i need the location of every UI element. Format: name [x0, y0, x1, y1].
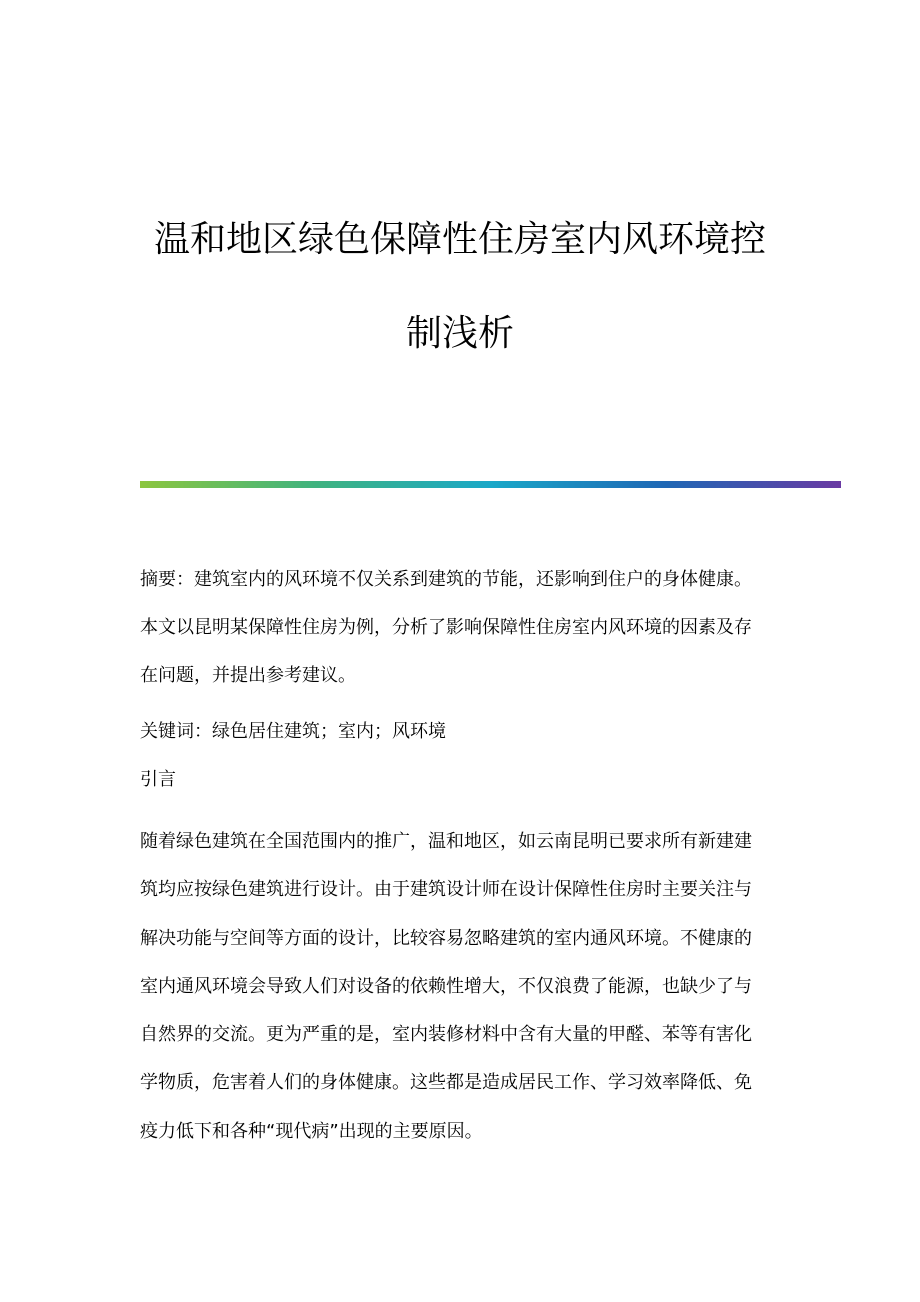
intro-paragraph	[140, 818, 780, 1156]
abstract-line: 在问题，并提出参考建议。	[140, 665, 356, 686]
abstract-line: 摘要：建筑室内的风环境不仅关系到建筑的节能，还影响到住户的身体健康。	[140, 569, 752, 590]
keywords-line: 关键词：绿色居住建筑；室内；风环境	[140, 721, 446, 742]
intro-line: 学物质，危害着人们的身体健康。这些都是造成居民工作、学习效率降低、免	[140, 1072, 752, 1094]
intro-line: 解决功能与空间等方面的设计，比较容易忽略建筑的室内通风环境。不健康的	[140, 927, 752, 949]
document-title-line-2: 制浅析	[405, 313, 514, 354]
document-title-line-1: 温和地区绿色保障性住房室内风环境控	[153, 219, 766, 260]
section-heading-intro: 引言	[140, 769, 176, 790]
intro-line: 筑均应按绿色建筑进行设计。由于建筑设计师在设计保障性住房时主要关注与	[140, 879, 752, 901]
intro-line: 自然界的交流。更为严重的是，室内装修材料中含有大量的甲醛、苯等有害化	[140, 1024, 752, 1046]
intro-line: 疫力低下和各种“现代病”出现的主要原因。	[140, 1120, 483, 1142]
intro-line: 随着绿色建筑在全国范围内的推广，温和地区，如云南昆明已要求所有新建建	[140, 831, 752, 852]
intro-line: 室内通风环境会导致人们对设备的依赖性增大，不仅浪费了能源，也缺少了与	[140, 975, 752, 997]
gradient-divider	[140, 481, 841, 488]
abstract-paragraph	[140, 556, 780, 700]
abstract-line: 本文以昆明某保障性住房为例，分析了影响保障性住房室内风环境的因素及存	[140, 617, 752, 638]
